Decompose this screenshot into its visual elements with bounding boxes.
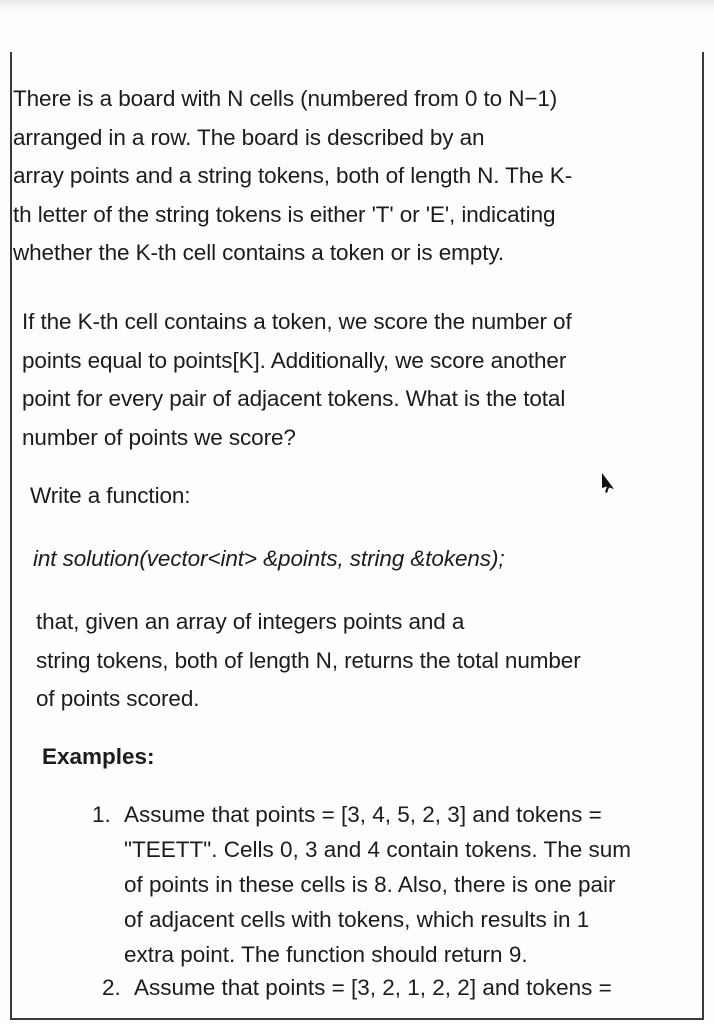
rules-line: points equal to points[K]. Additionally, we score another <box>22 347 567 373</box>
rules-line: If the K-th cell contains a token, we score the number of <box>22 309 572 334</box>
example-line: of adjacent cells with tokens, which results in 1 <box>124 907 590 932</box>
example-item <box>102 970 612 1005</box>
rules-line: number of points we score? <box>22 424 296 450</box>
intro-line: th letter of the string tokens is either 'T' or 'E', indicating <box>13 201 556 227</box>
rules-line: point for every pair of adjacent tokens. What is the total <box>22 386 566 411</box>
intro-line: There is a board with N cells (numbered from 0 to N−1) <box>13 86 558 111</box>
example-line: extra point. The function should return 9. <box>124 942 528 967</box>
example-item <box>92 797 631 972</box>
intro-line: whether the K-th cell contains a token or is empty. <box>13 240 504 265</box>
example-number: 1. <box>92 802 111 827</box>
function-signature: int solution(vector<int> &points, string &tokens); <box>33 546 505 571</box>
scoring-rules-paragraph <box>22 303 572 457</box>
example-line: Assume that points = [3, 2, 1, 2, 2] and tokens = <box>134 975 612 1000</box>
problem-intro-paragraph <box>13 80 572 273</box>
description-line: that, given an array of integers points and a <box>36 609 465 634</box>
example-line: "TEETT". Cells 0, 3 and 4 contain tokens. The sum <box>124 837 632 862</box>
example-line: Assume that points = [3, 4, 5, 2, 3] and tokens = <box>124 802 602 827</box>
description-line: string tokens, both of length N, returns the total number <box>36 647 581 673</box>
mouse-pointer-arrow-icon <box>598 472 616 494</box>
description-line: of points scored. <box>36 686 200 711</box>
example-text <box>124 797 631 972</box>
example-text <box>134 970 612 1005</box>
function-description-paragraph <box>36 603 581 719</box>
intro-line: array points and a string tokens, both of length N. The K- <box>13 163 573 188</box>
intro-line: arranged in a row. The board is described by an <box>13 124 485 150</box>
page-top-shadow <box>0 0 714 10</box>
example-line: of points in these cells is 8. Also, there is one pair <box>124 872 616 897</box>
task-statement: Write a function: <box>30 483 191 508</box>
example-number: 2. <box>102 975 121 1000</box>
examples-heading: Examples: <box>42 744 155 769</box>
